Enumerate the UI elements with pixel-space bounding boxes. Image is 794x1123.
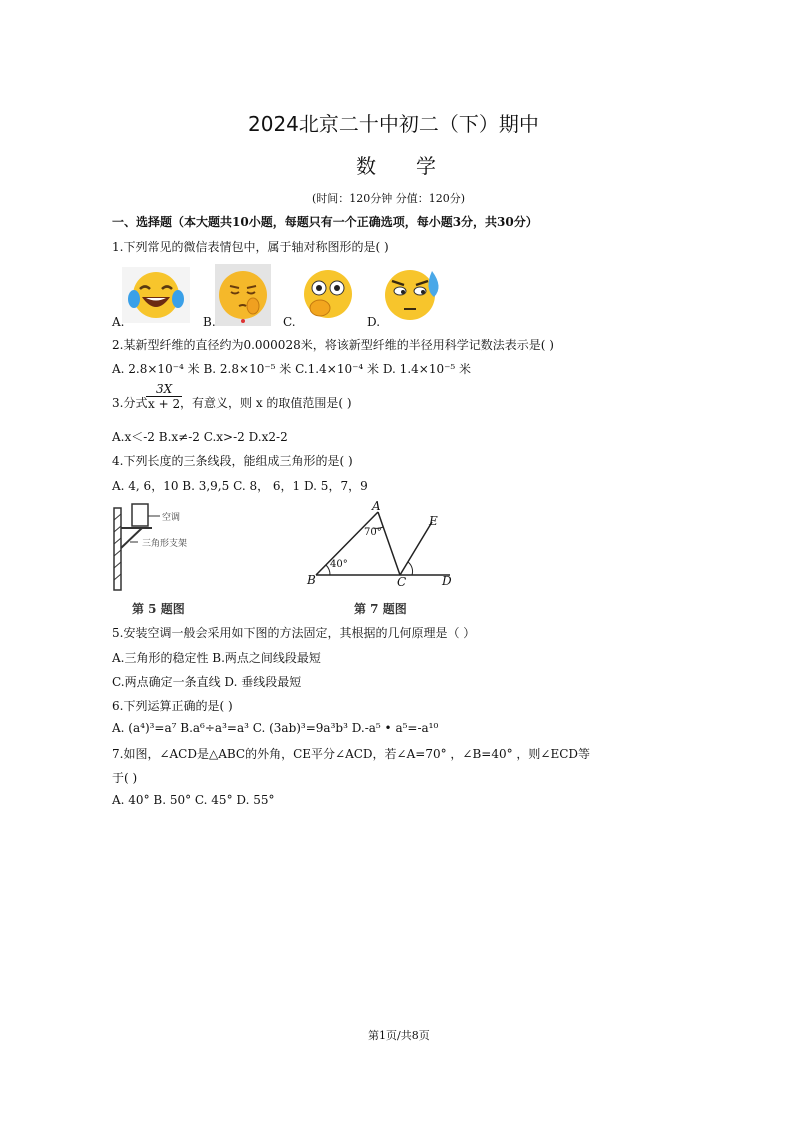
fraction-denominator: x + 2 (148, 397, 181, 411)
question-4-options: A. 4, 6，10 B. 3,9,5 C. 8， 6，1 D. 5，7，9 (112, 479, 368, 493)
section-heading: 一、选择题（本大题共10小题，每题只有一个正确选项，每小题3分，共30分） (112, 215, 538, 229)
question-6-stem: 6.下列运算正确的是( ) (112, 699, 233, 713)
shy-finger-emoji-icon (215, 264, 271, 326)
fraction-numerator: 3X (155, 382, 173, 396)
question-7-stem-line1: 7.如图，∠ACD是△ABC的外角，CE平分∠ACD，若∠A=70° ，∠B=40° ，则∠ECD等 (112, 747, 591, 761)
question-3-prefix: 3.分式 (112, 396, 148, 410)
question-7-stem-line2: 于( ) (112, 771, 138, 785)
question-7-options: A. 40° B. 50° C. 45° D. 55° (112, 793, 275, 807)
question-2-stem: 2.某新型纤维的直径约为0.000028米，将该新型纤维的半径用科学记数法表示是( ) (112, 338, 554, 352)
question-4-stem: 4.下列长度的三条线段，能组成三角形的是( ) (112, 454, 353, 468)
question-3-options: A.x＜-2 B.x≠-2 C.x>-2 D.x2-2 (112, 430, 288, 444)
question-5-options-ab: A.三角形的稳定性 B.两点之间线段最短 (112, 651, 321, 665)
angle-b-value: 40° (330, 559, 348, 570)
option-d-label: D. (367, 315, 381, 329)
option-a-label: A. (112, 315, 125, 329)
vertex-c-label: C (397, 575, 407, 589)
question-3-suffix: ，有意义，则 x 的取值范围是( ) (180, 396, 352, 410)
page-number: 第1页/共8页 (368, 1029, 430, 1042)
shocked-hand-mouth-emoji-icon (300, 266, 356, 322)
option-b-label: B. (203, 315, 216, 329)
sweating-smirk-emoji-icon (382, 265, 446, 323)
question-1-stem: 1.下列常见的微信表情包中，属于轴对称图形的是( ) (112, 240, 389, 254)
question-6-options: A. (a⁴)³=a⁷ B.a⁶÷a³=a³ C. (3ab)³=9a³b³ D.-a⁵ • a⁵=-a¹⁰ (112, 721, 439, 735)
figure-7-caption: 第 7 题图 (354, 602, 407, 616)
air-conditioner-label: 空调 (162, 513, 181, 523)
question-2-options: A. 2.8×10⁻⁴ 米 B. 2.8×10⁻⁵ 米 C.1.4×10⁻⁴ 米 D. 1.4×10⁻⁵ 米 (112, 362, 472, 376)
vertex-b-label: B (307, 573, 316, 587)
exam-info: (时间：120分钟 分值：120分) (312, 192, 466, 205)
document-title: 2024北京二十中初二（下）期中 (248, 112, 539, 136)
subject-title: 数学 (356, 154, 476, 178)
fraction (146, 382, 182, 411)
angle-a-value: 70° (364, 527, 382, 538)
laughing-tears-emoji-icon (122, 267, 190, 323)
vertex-a-label: A (372, 499, 381, 513)
question-5-options-cd: C.两点确定一条直线 D. 垂线段最短 (112, 675, 302, 689)
question-5-stem: 5.安装空调一般会采用如下图的方法固定，其根据的几何原理是（ ） (112, 626, 476, 640)
bracket-label: 三角形支架 (142, 539, 188, 549)
option-c-label: C. (283, 315, 296, 329)
point-d-label: D (442, 574, 452, 588)
figure-5-caption: 第 5 题图 (132, 602, 185, 616)
point-e-label: E (429, 514, 438, 528)
